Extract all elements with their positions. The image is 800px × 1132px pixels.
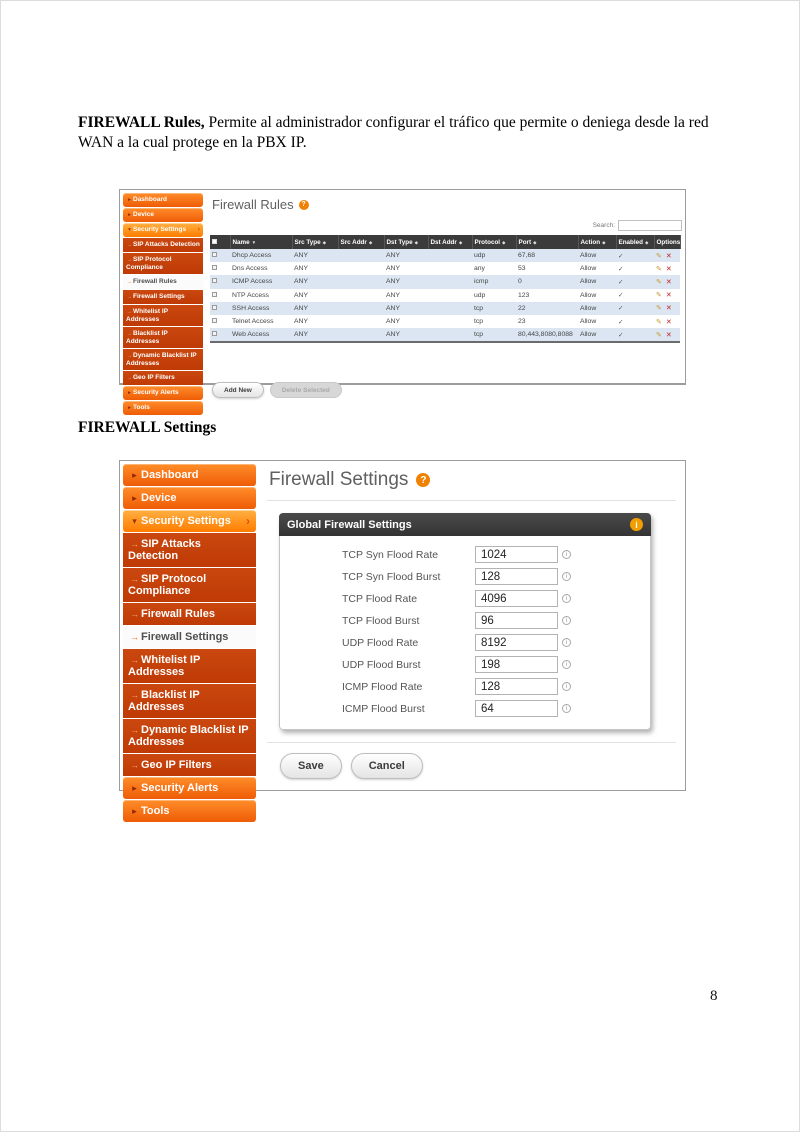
dst-addr-cell	[428, 262, 472, 275]
panel-body	[279, 536, 651, 730]
enabled-checkbox[interactable]: ✓	[618, 305, 624, 313]
caret-icon: ▸	[128, 212, 131, 218]
src-type-cell: ANY	[294, 265, 308, 273]
column-label: Options	[656, 238, 681, 246]
name-cell: Web Access	[232, 331, 270, 339]
intro-text: Permite al administrador configurar el tráfico que permite o deniega desde la red WAN a la cual protege en la PBX IP.	[78, 114, 709, 151]
port-cell: 123	[518, 291, 530, 299]
select-all-checkbox[interactable]	[212, 239, 217, 244]
sidebar-item[interactable]	[123, 684, 256, 718]
field-input[interactable]	[475, 546, 558, 563]
name-cell: Telnet Access	[232, 318, 274, 326]
column-header[interactable]	[292, 235, 338, 249]
caret-icon: →	[130, 539, 139, 549]
column-label: Dst Type	[386, 238, 413, 246]
edit-icon[interactable]: ✎	[656, 265, 662, 273]
edit-icon[interactable]: ✎	[656, 318, 662, 326]
sidebar-item[interactable]	[123, 208, 203, 222]
firewall-rules-table	[210, 235, 681, 343]
page-title-text: Firewall Rules	[212, 197, 294, 212]
enabled-cell	[616, 275, 654, 288]
sidebar-item-label: Firewall Settings	[141, 631, 229, 643]
settings-buttons-row	[280, 753, 682, 779]
field-input[interactable]	[475, 612, 558, 629]
row-checkbox-cell	[210, 289, 230, 302]
protocol-cell: tcp	[474, 304, 484, 312]
column-label: Enabled	[618, 238, 643, 246]
caret-icon: →	[126, 309, 133, 315]
form-row	[280, 632, 650, 653]
sidebar-item[interactable]	[123, 253, 203, 274]
options-cell	[654, 315, 680, 328]
src-type-cell: ANY	[294, 304, 308, 312]
options-cell	[654, 328, 680, 342]
sidebar-item-label: SIP Protocol Compliance	[128, 573, 207, 597]
enabled-checkbox[interactable]: ✓	[618, 331, 624, 339]
protocol-cell: tcp	[474, 318, 484, 326]
field-info-icon[interactable]: i	[562, 704, 571, 713]
column-header[interactable]	[230, 235, 292, 249]
dst-addr-cell	[428, 289, 472, 302]
dst-type-cell: ANY	[386, 331, 400, 339]
divider	[267, 742, 676, 743]
enabled-cell	[616, 289, 654, 302]
field-input[interactable]	[475, 568, 558, 585]
caret-icon: →	[126, 375, 133, 381]
field-info-icon[interactable]: i	[562, 550, 571, 559]
field-info-icon[interactable]: i	[562, 660, 571, 669]
table-row	[210, 262, 680, 275]
dst-addr-cell	[428, 315, 472, 328]
protocol-cell: any	[474, 265, 485, 273]
row-checkbox[interactable]	[212, 252, 217, 257]
table-row	[210, 328, 680, 342]
firewall-settings-heading: FIREWALL Settings	[78, 419, 217, 436]
row-checkbox[interactable]	[212, 331, 217, 336]
sort-icon: ◆	[414, 239, 419, 245]
sidebar-item-label: Security Settings	[133, 226, 187, 233]
sidebar-item[interactable]	[123, 327, 203, 348]
sidebar-item-label: Dynamic Blacklist IP Addresses	[126, 352, 197, 367]
sidebar-item-label: Firewall Rules	[133, 278, 177, 285]
form-row	[280, 566, 650, 587]
src-addr-cell	[338, 315, 384, 328]
port-cell: 22	[518, 304, 526, 312]
search-row	[210, 218, 682, 233]
edit-icon[interactable]: ✎	[656, 292, 662, 300]
field-info-icon[interactable]: i	[562, 638, 571, 647]
enabled-checkbox[interactable]: ✓	[618, 278, 624, 286]
sort-icon: ◆	[322, 239, 327, 245]
caret-icon: ▾	[128, 227, 131, 233]
dst-type-cell: ANY	[386, 278, 400, 286]
src-type-cell: ANY	[294, 291, 308, 299]
field-label: UDP Flood Burst	[342, 658, 421, 671]
action-cell: Allow	[580, 318, 597, 326]
sidebar-item[interactable]	[123, 719, 256, 753]
edit-icon[interactable]: ✎	[656, 278, 662, 286]
row-checkbox-cell	[210, 262, 230, 275]
page-title-text: Firewall Settings	[269, 469, 409, 490]
src-addr-cell	[338, 262, 384, 275]
row-checkbox-cell	[210, 275, 230, 288]
caret-icon: →	[130, 574, 139, 584]
firewall-rules-heading: FIREWALL Rules,	[78, 114, 205, 131]
form-row	[280, 654, 650, 675]
form-row	[280, 676, 650, 697]
sidebar-item-label: SIP Attacks Detection	[133, 241, 200, 248]
protocol-cell: udp	[474, 252, 486, 260]
table-row	[210, 249, 680, 262]
sidebar-item[interactable]	[123, 800, 256, 822]
row-checkbox[interactable]	[212, 278, 217, 283]
panel-header	[279, 513, 651, 536]
caret-icon: ▸	[128, 197, 131, 203]
column-label: Src Addr	[340, 238, 367, 246]
field-info-icon[interactable]: i	[562, 594, 571, 603]
column-header[interactable]	[654, 235, 680, 249]
sidebar-item-label: SIP Attacks Detection	[128, 538, 201, 562]
edit-icon[interactable]: ✎	[656, 305, 662, 313]
add-new-button[interactable]: Add New	[212, 382, 264, 398]
name-cell: ICMP Access	[232, 278, 273, 286]
sidebar	[123, 464, 256, 817]
sidebar-item-label: Geo IP Filters	[141, 759, 212, 771]
sidebar-item[interactable]	[123, 487, 256, 509]
field-label: ICMP Flood Burst	[342, 702, 425, 715]
form-row	[280, 610, 650, 631]
sidebar-item-label: Blacklist IP Addresses	[128, 689, 200, 713]
delete-icon[interactable]: ✕	[665, 305, 672, 313]
caret-icon: →	[126, 353, 133, 359]
sidebar-item-label: Firewall Rules	[141, 608, 215, 620]
sort-icon: ▼	[251, 239, 257, 245]
column-label: Dst Addr	[430, 238, 457, 246]
column-header[interactable]	[384, 235, 428, 249]
sort-icon: ◆	[602, 239, 606, 245]
column-label: Name	[232, 238, 250, 246]
src-type-cell: ANY	[294, 252, 308, 260]
delete-icon[interactable]: ✕	[665, 318, 672, 326]
enabled-cell	[616, 315, 654, 328]
options-cell	[654, 275, 680, 288]
enabled-cell	[616, 249, 654, 262]
table-body	[210, 249, 680, 342]
caret-icon: →	[130, 632, 139, 642]
row-checkbox[interactable]	[212, 292, 217, 297]
sidebar-item[interactable]	[123, 464, 256, 486]
sidebar-item-label: Dynamic Blacklist IP Addresses	[128, 724, 249, 748]
chevron-right-icon: ›	[197, 226, 200, 233]
table-row	[210, 289, 680, 302]
field-label: TCP Syn Flood Rate	[342, 548, 439, 561]
enabled-cell	[616, 262, 654, 275]
cancel-button[interactable]: Cancel	[351, 753, 423, 779]
sidebar-item[interactable]	[123, 349, 203, 370]
page-number: 8	[710, 988, 718, 1004]
options-cell	[654, 249, 680, 262]
sidebar-item-label: Whitelist IP Addresses	[128, 654, 201, 678]
sidebar-item-label: Security Alerts	[141, 782, 219, 794]
sidebar-item-label: Whitelist IP Addresses	[126, 308, 168, 323]
options-cell	[654, 262, 680, 275]
edit-icon[interactable]: ✎	[656, 331, 662, 339]
enabled-checkbox[interactable]: ✓	[618, 265, 624, 273]
page-title	[212, 197, 682, 212]
caret-icon: ▸	[128, 405, 131, 411]
delete-icon[interactable]: ✕	[665, 278, 672, 286]
sidebar-item[interactable]	[123, 533, 256, 567]
form-row	[280, 698, 650, 719]
column-header[interactable]	[616, 235, 654, 249]
options-cell	[654, 289, 680, 302]
info-icon[interactable]: i	[630, 518, 643, 531]
row-checkbox-cell	[210, 315, 230, 328]
sidebar-item[interactable]	[123, 275, 203, 289]
caret-icon: ▸	[132, 493, 137, 503]
src-type-cell: ANY	[294, 318, 308, 326]
sidebar-item[interactable]	[123, 777, 256, 799]
form-row	[280, 588, 650, 609]
src-addr-cell	[338, 249, 384, 262]
sidebar-item-label: Security Settings	[141, 515, 231, 527]
sort-icon: ◆	[368, 239, 373, 245]
caret-icon: →	[130, 609, 139, 619]
caret-icon: →	[126, 257, 133, 263]
enabled-cell	[616, 302, 654, 315]
column-header[interactable]	[578, 235, 616, 249]
delete-icon[interactable]: ✕	[665, 252, 672, 260]
sidebar-item[interactable]	[123, 223, 203, 237]
dst-type-cell: ANY	[386, 318, 400, 326]
sidebar-item-label: Blacklist IP Addresses	[126, 330, 168, 345]
dst-addr-cell	[428, 328, 472, 342]
action-cell: Allow	[580, 278, 597, 286]
table-row	[210, 275, 680, 288]
field-input[interactable]	[475, 634, 558, 651]
field-label: TCP Syn Flood Burst	[342, 570, 441, 583]
column-header[interactable]	[516, 235, 578, 249]
dst-addr-cell	[428, 275, 472, 288]
caret-icon: →	[126, 242, 133, 248]
row-checkbox-cell	[210, 249, 230, 262]
field-input[interactable]	[475, 678, 558, 695]
form-row	[280, 544, 650, 565]
column-header[interactable]	[472, 235, 516, 249]
src-addr-cell	[338, 302, 384, 315]
src-addr-cell	[338, 289, 384, 302]
save-button[interactable]: Save	[280, 753, 342, 779]
enabled-checkbox[interactable]: ✓	[618, 292, 624, 300]
port-cell: 80,443,8080,8088	[518, 331, 573, 339]
dst-addr-cell	[428, 302, 472, 315]
action-cell: Allow	[580, 304, 597, 312]
intro-paragraph	[78, 113, 730, 152]
column-label: Src Type	[294, 238, 321, 246]
sort-icon: ◆	[458, 239, 463, 245]
dst-type-cell: ANY	[386, 304, 400, 312]
src-type-cell: ANY	[294, 331, 308, 339]
src-type-cell: ANY	[294, 278, 308, 286]
row-checkbox[interactable]	[212, 318, 217, 323]
table-row	[210, 315, 680, 328]
sidebar-item[interactable]	[123, 401, 203, 415]
sidebar-item[interactable]	[123, 290, 203, 304]
sort-icon: ◆	[502, 239, 506, 245]
table-header-row	[210, 235, 680, 249]
field-info-icon[interactable]: i	[562, 616, 571, 625]
caret-icon: ▸	[132, 806, 137, 816]
delete-icon[interactable]: ✕	[665, 265, 672, 273]
dst-addr-cell	[428, 249, 472, 262]
search-label: Search:	[592, 222, 615, 229]
row-checkbox-cell	[210, 302, 230, 315]
action-cell: Allow	[580, 291, 597, 299]
dst-type-cell: ANY	[386, 265, 400, 273]
sidebar-item-label: Device	[141, 492, 177, 504]
sidebar	[123, 193, 203, 411]
protocol-cell: udp	[474, 291, 486, 299]
port-cell: 23	[518, 318, 526, 326]
rules-buttons-row	[212, 382, 682, 398]
enabled-checkbox[interactable]: ✓	[618, 318, 624, 326]
sidebar-item[interactable]	[123, 568, 256, 602]
field-info-icon[interactable]: i	[562, 682, 571, 691]
field-input[interactable]	[475, 590, 558, 607]
sidebar-item-label: SIP Protocol Compliance	[126, 256, 172, 271]
caret-icon: ▾	[132, 516, 137, 526]
firewall-rules-screenshot	[119, 189, 686, 411]
divider	[267, 500, 676, 501]
caret-icon: →	[126, 331, 133, 337]
action-cell: Allow	[580, 265, 597, 273]
sidebar-item-label: Geo IP Filters	[133, 374, 175, 381]
sidebar-item[interactable]	[123, 603, 256, 625]
column-label: Protocol	[474, 238, 501, 246]
caret-icon: →	[130, 655, 139, 665]
sidebar-item[interactable]	[123, 754, 256, 776]
help-icon[interactable]: ?	[299, 200, 309, 210]
sidebar-item-label: Tools	[141, 805, 170, 817]
dst-type-cell: ANY	[386, 252, 400, 260]
options-cell	[654, 302, 680, 315]
action-cell: Allow	[580, 252, 597, 260]
field-label: TCP Flood Burst	[342, 614, 420, 627]
sidebar-item[interactable]	[123, 649, 256, 683]
sidebar-item-label: Dashboard	[133, 196, 167, 203]
settings-content	[267, 464, 682, 787]
field-input[interactable]	[475, 656, 558, 673]
sidebar-item-label: Device	[133, 211, 154, 218]
caret-icon: ▸	[132, 470, 137, 480]
column-header[interactable]	[428, 235, 472, 249]
row-checkbox-cell	[210, 328, 230, 342]
delete-icon[interactable]: ✕	[665, 331, 672, 339]
help-icon[interactable]: ?	[416, 473, 430, 487]
protocol-cell: tcp	[474, 331, 484, 339]
name-cell: Dns Access	[232, 265, 268, 273]
caret-icon: →	[130, 760, 139, 770]
table-row	[210, 302, 680, 315]
src-addr-cell	[338, 328, 384, 342]
caret-icon: →	[130, 725, 139, 735]
firewall-settings-screenshot	[119, 460, 686, 817]
protocol-cell: icmp	[474, 278, 489, 286]
name-cell: SSH Access	[232, 304, 270, 312]
sidebar-item-label: Dashboard	[141, 469, 199, 481]
caret-icon: ▸	[132, 783, 137, 793]
field-info-icon[interactable]: i	[562, 572, 571, 581]
dst-type-cell: ANY	[386, 291, 400, 299]
name-cell: Dhcp Access	[232, 252, 272, 260]
row-checkbox[interactable]	[212, 265, 217, 270]
sidebar-item[interactable]	[123, 371, 203, 385]
sidebar-item-label: Firewall Settings	[133, 293, 185, 300]
global-firewall-settings-panel	[279, 513, 651, 730]
sidebar-item-label: Tools	[133, 404, 150, 411]
enabled-checkbox[interactable]: ✓	[618, 252, 624, 260]
sidebar-item[interactable]	[123, 386, 203, 400]
edit-icon[interactable]: ✎	[656, 252, 662, 260]
rules-content	[210, 193, 682, 394]
caret-icon: ▸	[128, 390, 131, 396]
caret-icon: →	[126, 294, 133, 300]
port-cell: 0	[518, 278, 522, 286]
chevron-right-icon: ›	[246, 514, 250, 528]
row-checkbox[interactable]	[212, 305, 217, 310]
delete-selected-button[interactable]: Delete Selected	[270, 382, 342, 398]
caret-icon: →	[130, 690, 139, 700]
field-label: TCP Flood Rate	[342, 592, 418, 605]
delete-icon[interactable]: ✕	[665, 292, 672, 300]
sidebar-item-label: Security Alerts	[133, 389, 179, 396]
search-input[interactable]	[618, 220, 682, 231]
sidebar-item[interactable]	[123, 238, 203, 252]
enabled-cell	[616, 328, 654, 342]
page-title	[269, 469, 682, 491]
panel-title: Global Firewall Settings	[287, 518, 412, 531]
column-label: Port	[518, 238, 532, 246]
sidebar-item[interactable]	[123, 510, 256, 532]
sort-icon: ◆	[533, 239, 537, 245]
select-all-header[interactable]	[210, 235, 230, 249]
caret-icon: →	[126, 279, 133, 285]
name-cell: NTP Access	[232, 291, 269, 299]
port-cell: 53	[518, 265, 526, 273]
field-input[interactable]	[475, 700, 558, 717]
sidebar-item[interactable]	[123, 626, 256, 648]
sidebar-item[interactable]	[123, 305, 203, 326]
column-label: Action	[580, 238, 601, 246]
sidebar-item[interactable]	[123, 193, 203, 207]
src-addr-cell	[338, 275, 384, 288]
action-cell: Allow	[580, 331, 597, 339]
field-label: UDP Flood Rate	[342, 636, 419, 649]
sort-icon: ◆	[645, 239, 649, 245]
column-header[interactable]	[338, 235, 384, 249]
field-label: ICMP Flood Rate	[342, 680, 423, 693]
port-cell: 67,68	[518, 252, 536, 260]
